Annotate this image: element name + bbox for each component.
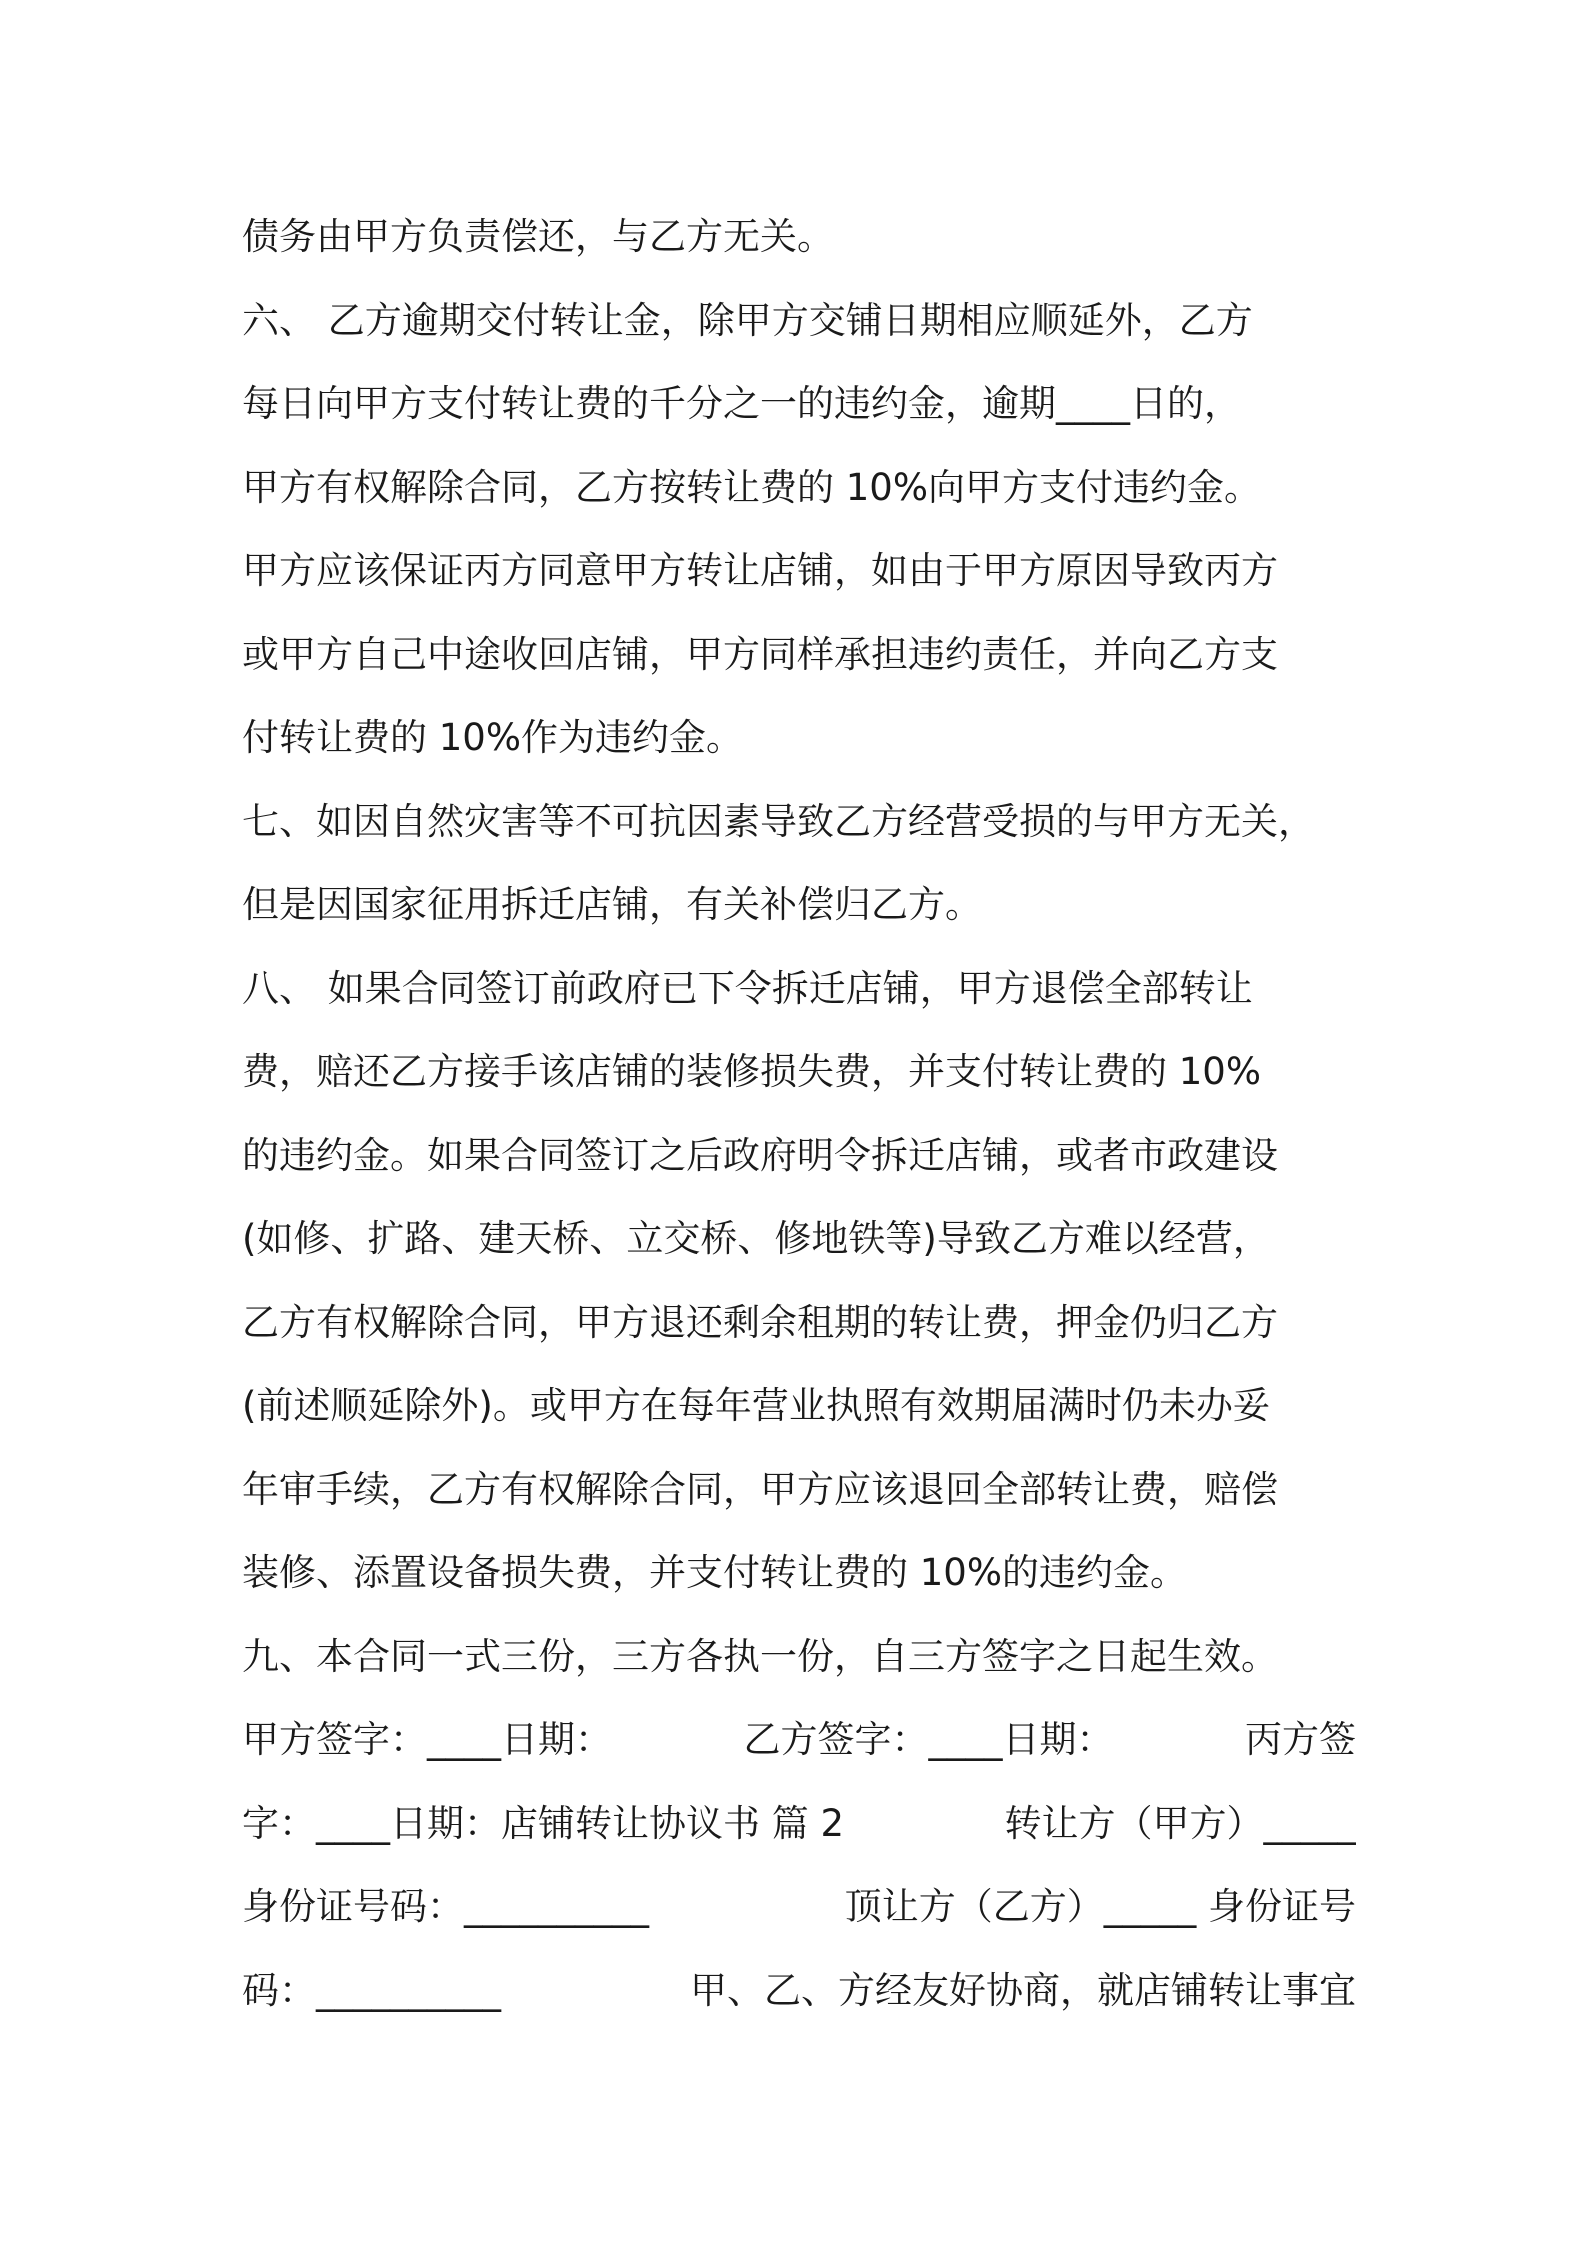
paragraph-line: 债务由甲方负责偿还，与乙方无关。 (242, 215, 834, 258)
paragraph-line: 六、 乙方逾期交付转让金，除甲方交铺日期相应顺延外，乙方 (242, 298, 1253, 342)
line-segment: 顶让方（乙方）_____ 身份证号 (844, 1885, 1356, 1928)
line-segment: 甲、乙、方经友好协商，就店铺转让事宜 (690, 1968, 1356, 2012)
paragraph-line: 的违约金。如果合同签订之后政府明令拆迁店铺，或者市政建设 (242, 1133, 1278, 1177)
paragraph-line: 九、本合同一式三份，三方各执一份，自三方签字之日起生效。 (242, 1634, 1278, 1678)
paragraph-line (242, 1865, 1356, 1949)
paragraph-line: 付转让费的 10%作为违约金。 (242, 716, 743, 759)
line-segment: 字：____日期：店铺转让协议书 篇 2 (242, 1801, 845, 1845)
party-a-signature: 甲方签字：____日期： (242, 1718, 612, 1761)
paragraph-line: 装修、添置设备损失费，并支付转让费的 10%的违约金。 (242, 1551, 1187, 1594)
paragraph-line: 或甲方自己中途收回店铺，甲方同样承担违约责任，并向乙方支 (242, 632, 1278, 676)
line-segment: 转让方（甲方）_____ (1004, 1801, 1356, 1845)
document-body (242, 195, 1356, 2032)
paragraph-line: 七、如因自然灾害等不可抗因素导致乙方经营受损的与甲方无关， (242, 799, 1315, 843)
party-b-signature: 乙方签字：____日期： (743, 1718, 1114, 1761)
paragraph-line: 八、 如果合同签订前政府已下令拆迁店铺，甲方退偿全部转让 (242, 966, 1253, 1010)
paragraph-line: 乙方有权解除合同，甲方退还剩余租期的转让费，押金仍归乙方 (242, 1300, 1278, 1344)
line-segment: 码：__________ (242, 1968, 501, 2012)
line-segment: 身份证号码：__________ (242, 1885, 649, 1928)
paragraph-line: 费，赔还乙方接手该店铺的装修损失费，并支付转让费的 10% (242, 1050, 1261, 1093)
paragraph-line: 甲方应该保证丙方同意甲方转让店铺，如由于甲方原因导致丙方 (242, 549, 1278, 592)
paragraph-line: 甲方有权解除合同，乙方按转让费的 10%向甲方支付违约金。 (242, 465, 1261, 509)
paragraph-line: 每日向甲方支付转让费的千分之一的违约金，逾期____日的， (242, 382, 1241, 425)
paragraph-line: 但是因国家征用拆迁店铺，有关补偿归乙方。 (242, 883, 982, 926)
paragraph-line (242, 1949, 1356, 2033)
paragraph-line: 年审手续，乙方有权解除合同，甲方应该退回全部转让费，赔偿 (242, 1467, 1278, 1511)
signature-line (242, 1698, 1356, 1782)
paragraph-line: (前述顺延除外)。或甲方在每年营业执照有效期届满时仍未办妥 (242, 1384, 1270, 1427)
paragraph-line (242, 1782, 1356, 1866)
paragraph-line: (如修、扩路、建天桥、立交桥、修地铁等)导致乙方难以经营， (242, 1217, 1270, 1260)
party-c-signature: 丙方签 (1245, 1718, 1356, 1761)
